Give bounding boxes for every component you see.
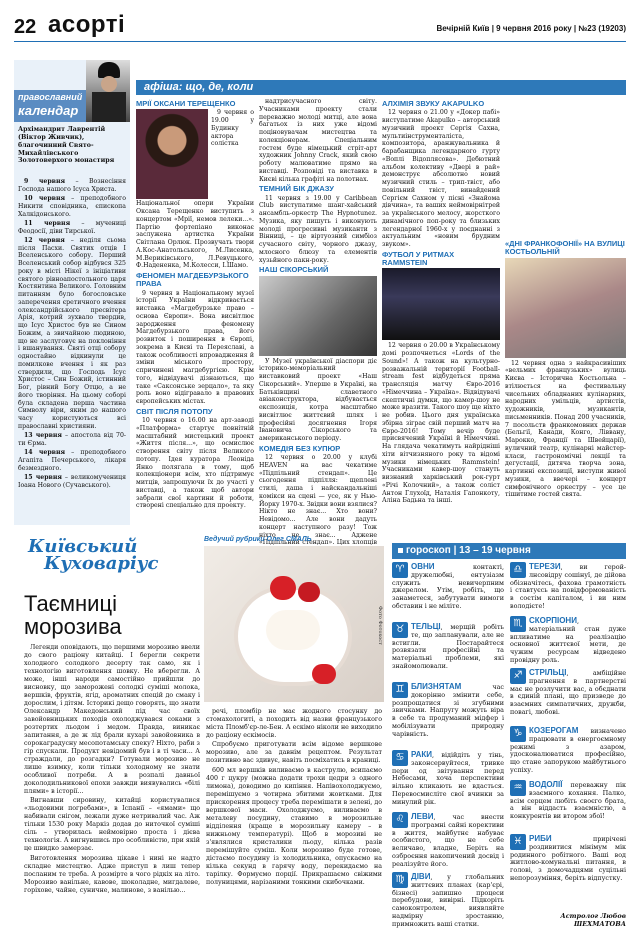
article-text: 12 червня о 20.00 у клубі HEAVEN на вас чекатиме «Підпільний стендап». Це сьогодення підпілля: щеплені стилі, даша і найскандальніші комікси на сцені — усе, як у Нью-Йорку 1970-х. Звідки вони взялися? Нікто не знає... Хто вони? Невідомо... Але вони дадуть концерт наступного разу! Тож ніхто не знає... Аджене «Підпільний стендап». Цих хлопців	[259, 454, 377, 547]
horoscope-taurus: ♉ ТЕЛЬЦІ, мерщій робіть те, що запланували, але не встигли. Постарайтеся розвязати професійні та матеріальні проблеми, які знайомолювали.	[392, 622, 504, 671]
horoscope-pisces: ♓ РИБИ прирічені роздивитися мінімум мік родинного робітного. Ваші вод житлово-комунальні питання, в голові, з домочадцями суцільні непорозуміння, беріть відпустку.	[510, 834, 626, 883]
article-text: 10 червня о 16.00 на арт-заводі «Платформа» стартує повнітній масштабний мистецький проект «Життя після...», що осмислює створення світу після Великого потопу. Ідея куратора Леоніда Янко полягала в тому, щоб колекціонери всім, хто підтримує митців, запрошуючи їх до участі у виставці, а також щоб автори забрали свої картини й роботи, створені спеціально для проекту.	[136, 417, 254, 510]
article-text: 9 червня в Національному музеї історії України відкривається виставка «Магдебурзьке право – основа Європи». Вона висвітлює зародження феномену Магдебурзького права, його розвиток і поширення в Європі, зокрема в Києві та Переяславі, а також особливості впровадження й зміни міського простору, спричинені магдебургією. Крім того, відвідувачі дізнаються, що таке «Саксонське зерцало», та яку роль воно відігравало в правових європейських містах.	[136, 289, 254, 405]
horoscope-cancer: ♋ РАКИ, відійдіть у тінь, законсервуйтеся, тривке пери од звітування перед Небесами, хоча перспективи вільно кликають не вдасться. Перевосмисліте свої вчинки за минулий рік.	[392, 750, 504, 806]
afisha-column-3	[382, 98, 500, 528]
article-text: речі, пломбір не має жодного стосунку до стомахологиті, а походить від назви французького міста Пломб'єр-ле-Бен. А ескімо ніколи не виходило до раціону ескімосів.	[206, 708, 382, 739]
article-heading: МРІЇ ОКСАНИ ТЕРЕЩЕНКО	[136, 99, 236, 108]
calendar-entry: 9 червня – Вознесіння Господа нашого Ісуса Христа.	[18, 178, 126, 193]
article-text: Спробуємо приготувати всім відоме вершкове морозиво, але за давнім рецептом. Результат позитивно вас здивує, навіть посміхатись в краниці.	[206, 741, 382, 765]
calendar-entry: 11 червня – мучениці Феодосії, діви Тирської.	[18, 219, 126, 235]
afisha-title: афіша: що, де, коли	[144, 81, 254, 93]
horoscope-leo: ♌ ЛЕВИ, час внести програмні сайні корективи в життя, майбутнє набуває особистого, що не себе величаво, владне, Беріть на озброєння накопичений досвід і реалізуйте його.	[392, 812, 504, 868]
concert-photo	[382, 268, 500, 340]
icecream-photo	[204, 546, 384, 702]
afisha-bar	[136, 80, 626, 95]
calendar-title-line1: православний	[18, 92, 83, 102]
horoscope-title: гороскоп | 13 – 19 червня	[406, 545, 531, 556]
pisces-icon: ♓	[510, 834, 526, 850]
sikorsky-photo	[259, 276, 377, 356]
priest-photo	[86, 60, 130, 122]
kitchen-column-2	[206, 708, 382, 922]
article-heading: КОМЕДІЯ БЕЗ КУПЮР	[259, 443, 341, 453]
horoscope-capricorn: ♑ КОЗЕРОГАМ визначено працювати в енергоємному режимі з азаром, удосконалюватися професійно, що стане запорукою майбутнього успіху.	[510, 726, 626, 775]
libra-icon: ♎	[510, 562, 526, 578]
afisha-column-2	[259, 98, 377, 547]
section-title: асорті	[48, 11, 126, 38]
taurus-icon: ♉	[392, 622, 408, 638]
afisha-column-4	[505, 98, 626, 528]
horoscope-gemini: ♊ БЛИЗНЯТАМ час докорінно змінити себе, розпрощатися зі згубними звичками. Напругу можуть віра в себе та продуманий мідфер і мобілізувати природну чарівність.	[392, 682, 504, 738]
gemini-icon: ♊	[392, 682, 408, 698]
bullet-square-icon	[398, 548, 403, 553]
calendar-entry: 13 червня – апостола від 70-ти Єрма.	[18, 432, 126, 447]
calendar-title-line2: календар	[18, 103, 79, 119]
aquarius-icon: ♒	[510, 780, 526, 796]
calendar-entry: 15 червня – великомучениця Іоана Нового (Сучавського).	[18, 473, 126, 489]
photo-credit: Фото Фотохост	[377, 606, 383, 645]
afisha-column-1	[136, 98, 254, 528]
horoscope-bar	[392, 543, 626, 559]
calendar-author: Архімандрит Лаврентій (Віктор Живчик), благочинний Свято-Михайлівського Золотоверхого монастиря	[18, 126, 115, 165]
calendar-entry: 14 червня – преподобного Агапіта Печерського, лікаря безмездного.	[18, 449, 126, 472]
capricorn-icon: ♑	[510, 726, 526, 742]
article-text: 600 мл вершків виливаємо в каструлю, всипаємо 400 г цукру (можна додати трохи цедри з одного лимона), доводимо до кипіння. Напівохолоджуємо, перемішуємо з чотирма збитими жовтками. Для прискорення процесу треба перемішати в зелені, до вершкової маси. Охолоджуємо, виливаємо в металеву посудину, ставимо в морозильне відділення (краще в морозильну камеру – в нижньому температурі). Щоб в морозиві не з'являлися кристалики льоду, кілька разів перемішуйте суміш. Коли морозиво буде готове, дістаємо посудину із холодильника, опускаємо на кілька секунд в гарячу воду, перекидаємо на тарілку. Формуємо порції. Прикрашаємо свіжими полуницями, нарізаними тонкими скибочками.	[206, 766, 382, 886]
article-text: У Музеї української діаспори діє історико-меморіальний виставковий проект «Наш Сікорський». Уперше в Україні, на Батьківщині славетного авіаконструктора, відбувається експозиція, котра масштабно висвітлює життєвий шлях і професійні досягнення Ігоря Івановича Сікорського та американського періоду.	[259, 357, 377, 442]
article-heading: ТЕМНИЙ БІК ДЖАЗУ	[259, 184, 334, 194]
article-heading: «ДНІ ФРАНКОФОНІЇ» НА ВУЛИЦІ КОСТЬОЛЬНІЙ	[505, 239, 625, 257]
page-header	[14, 10, 626, 42]
street-photo	[505, 258, 626, 358]
horoscope-virgo: ♍ ДІВИ, у глобальних життєвих планах (кар'єрі, бізнесі) запишно процеси перебудови, вивірні. Підкоріть самоконтролем, виявляйте надмірну зростанню, примножить ваші статки.	[392, 872, 504, 928]
article-text: 12 червня о 21.00 у «Докер пабі» виступатиме Akapulko – авторський музичний проект Сергія Сахна, мультиінструменталіста, композитора, аранжувальника й барабанщика легендарного гурту «Воплі Відоплясова». Дебютний альбом колективу «Двері в рай» демонструє абсолютно новий музичний стиль – трип-твіст, або повільний твіст, винайдений Сергієм Сахном у пісні «Знайома дівчина», та ваших неймовірнітрей за українського мелосу, жорсткого динамічного поп-року та близьких легендарної 1960-х у поєднанні з актуальним «новим брудним звуком».	[382, 109, 500, 248]
article-text: 12 червня о 20.00 в Українському домі розпочнеться «Lords of the Sound»! А також на культурно-розважальній території Football-stream fest відбудеться пряма трансляція матчу Євро-2016 «Німеччина – Україна». Відвідувачі скептичні думки, що камер-шоу не може вразити. Такого шоу ще ніхто не робив. Цього дня українська збірна зіграє свій перший матч на Євро-2016! Тому вечір буде присвячений Україні й Німеччині. На глядача чекатимуть найрідніші хіти вітчизняного року та відомі музики німецьких Rammstein! Учасниками кавер-шоу стануть визнаний харківський рок-гурт «Річі Колочний», а також соліст Антон Глухоїд, Наталія Гапонкоту, Аліна Бадьна та інші.	[382, 342, 500, 505]
page-number: 22	[14, 16, 37, 38]
scorpio-icon: ♏	[510, 616, 526, 632]
article-text: 9 червня о 19.00 у Будинку актора солістка Національної опери України Оксана Терещенко виступить з концертом «Мрії, немов лелеки...». Партію фортепіано виконає заслужена артистка України Світлана Орлюк. Прозвучать твори А.Кос-Анатольського, М.Лисенка, М.Вериківського, Л.Ревуцького, Ф.Надененка, М.Колесси, І.Шамо.	[136, 109, 254, 270]
article-heading: СВІТ ПІСЛЯ ПОТОПУ	[136, 406, 213, 416]
article-text: надтрисучасного світу. Учасниками проекту стали переважно молоді митці, але вона багатьох із них уже відомі поціновувачам мистецтва та колекціонерам. Спеціальним гостем буде німецький стріт-арт художник Johnny Crack, який свою роботу малюватиме прямо на виставці. Розповіді та виставка в Києві кілька графіті на полотнах.	[259, 98, 377, 183]
rammstein-continuation-spacer	[505, 98, 626, 238]
leo-icon: ♌	[392, 812, 408, 828]
horoscope-aquarius: ♒ ВОДОЛІЇ переважну пік взаємного кохання. Палко, всім серцем любіть своєго брата, а він віддасть взаємністю, а конкурентів ви втором збої!	[510, 780, 626, 821]
horoscope-aries: ♈ ОВНИ контакті, дружелюбні, ентузіазм служить невичерпним джерелом. Утім, робіть, що занаметеся, забутувати вимоги обставин і не міліте.	[392, 562, 504, 611]
horoscope-libra: ♎ ТЕРЕЗИ, ви герой-лнсовідру сошінуї, де дійова обізначітесь, фахова грамотність і ставтуєсь на повідформованість в соєтім капіталом, і ви ним володієте!	[510, 562, 626, 611]
article-text: 11 червня з 19.00 у Caribbean Club виступатиме шанг-хайський ансамбль-оркестр The Hypnotunez. Музика, яку пишуть і виконують молоді прогресивні музиканти з Вінниці, – це віртуозний симбіоз сучасного світу, чорного джазу, млосного блюзу та елементів хузьйного пакн-року.	[259, 194, 377, 264]
article-text: Виготовлення морозива цікаве і нині не надто складне мистецтво. Адже приступ в лиш тепер посланим те треба. А розмірте в чого рідкіх на літо. Морозиво ванільне, кавове, шоколадне, мигдалеве, горіхове, чайне, суничне, малинове, з ванілью...	[24, 854, 200, 894]
article-text: Легенди оповідають, що першими морозиво ввели до свого раціону китайці. І берегли секрети холодного солодкого десерту так само, як і технологію виготовлення шовку. Не вберегли. А може, інші народи самостійно прийшли до висновку, що заморожені солодкі суміші молока, вершків, фруктів, ягід, ароматних спецій до смаку і дорослим, і дітям. Історикі дещо говорять, що знати Олександр Македонський під час своїх завойовницьких походів охолоджувався соками з розтертих льодом і медом. Правда, виникає запитання, а де ж лід брали кухарі завойовника в сорокаградусну месопотамську спеку? Ніхто, раби з гір спускали. Продукт невідомий був і в ті часи... А страждали, до розгадки? Готували морозиво не лише взимку, коли тільки холодному не знати особливої потреби. А в розпалі давньої доколодильникової епохи завжди виявувались «білі плями» в історії...	[24, 644, 200, 795]
kitchen-column-1	[24, 644, 200, 924]
cancer-icon: ♋	[392, 750, 408, 766]
horoscope-sagittarius: ♐ СТРІЛЬЦІ, амбіційне прагнення в партнерстві має не розлучити вас, а обєднати в єдиній плані, що призведе до взаємних симпатичних, дружби, повагі, любові.	[510, 668, 626, 717]
article-heading: ФЕНОМЕН МАГДЕБУРЗЬКОГО ПРАВА	[136, 271, 249, 289]
kitchen-logo	[28, 538, 178, 582]
sagittarius-icon: ♐	[510, 668, 526, 684]
kitchen-section	[14, 532, 384, 924]
kitchen-logo-line1: Київський	[28, 536, 138, 557]
article-heading: АЛХІМІЯ ЗВУКУ AKAPULKO	[382, 99, 485, 108]
astrologer-signature: Астролог Любов ШЕХМАТОВА	[560, 912, 626, 929]
article-heading: ФУТБОЛ У РИТМАХ RAMMSTEIN	[382, 249, 455, 267]
aries-icon: ♈	[392, 562, 408, 578]
article-heading: НАШ СІКОРСЬКИЙ	[259, 265, 329, 275]
article-text: 12 червня одна з найкрасивіших «вельмих французьких» вулиць Києва – Історична Костьольна – втілюється на фестивальну чисельних обладнаних кулінарних, народних умільців, артистів, художників, музикантів, письменників. Понад 200 учасників, 7 посольств франкомовних держав (Бельгії, Канади, Конго, Ліввану, Марокко, Франції та Швейцарії), вуличний театр, кулінарні майстер-класи, гастрономічні лекції та дегустації, дитяча творча зона, картинні експозиції, виступи живої музики, а ввечері – концерт симфонічного оркестру – усе це тішитиме гостей свята.	[505, 359, 626, 499]
virgo-icon: ♍	[392, 872, 408, 888]
article-title: Таємниці морозива	[24, 591, 122, 640]
calendar-entry: 10 червня – преподобного Никити сповідника, єпископа Халкідонського.	[18, 195, 126, 218]
calendar-entry: 12 червня – неділя сьома після Пасхи. Святих отців І Вселенського собору. Перший Вселенський собор відбувся 325 року в місті Нікеї з ініціативи святого рівноапостольного царя Костянтина Великого. Головним питанням було богословське заперечення єретичного вчення олександрійського пресвітера Арія, котрий зухвало твердив, що Ісус Христос був не Сином Божим, а звичайною людиною, що не заслуговує на поклоніння і вшанування. Святі отці собору одностайно відкинули це помилкове вчення і як раз ствердили, що Господь Ісус Христос – Син Божий, істинний Бог, рівний Богу Отцю, а не його творіння. На цьому соборі була складена перша частина Символу віри, яким до нашого часу користуються всі православні християни.	[18, 236, 126, 430]
article-text: Вигнавши сировину, китайці користувалися «льодовими погребами», в Іспанії – «ямами» що набивали снігом, лежали дуже нетривалий час. Аж тільки 1530 року Маркіз додав до ниточкої суміші сіль – утворилась неймовірно проста і дієва технологія. А вигнувшись про особливістю, при якій це швидко замерзає.	[24, 797, 200, 853]
calendar-box	[14, 60, 130, 525]
horoscope-scorpio: ♏ СКОРПІОНИ, матеріальний стан дуже впливатиме на реалізацію основної життєвої мети, де чужим ресурсам відведено провідну роль.	[510, 616, 626, 665]
kitchen-host: Ведучий рубрики Олег СМАЛЬ	[204, 536, 312, 543]
singer-photo	[136, 109, 208, 199]
calendar-entries	[18, 178, 126, 523]
issue-info: Вечірній Київ | 9 червня 2016 року | №23 (19203)	[436, 24, 626, 33]
kitchen-logo-line2: Куховаріус	[44, 553, 159, 575]
